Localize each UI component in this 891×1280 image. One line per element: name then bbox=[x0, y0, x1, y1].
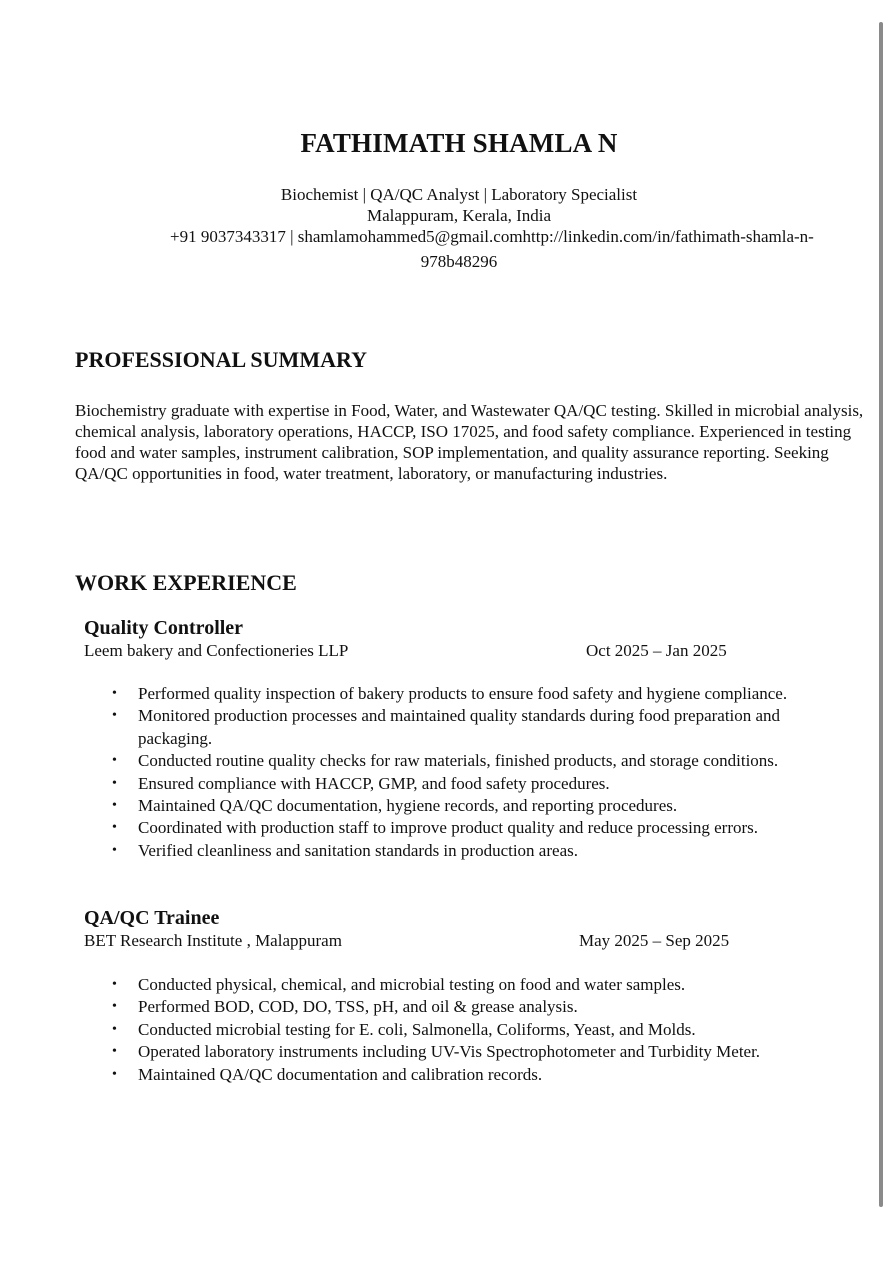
list-item bbox=[110, 750, 850, 772]
list-item bbox=[110, 974, 850, 996]
bullet-icon: • bbox=[112, 1021, 117, 1037]
bullet-icon: • bbox=[112, 686, 117, 701]
list-item bbox=[110, 1041, 850, 1063]
duty-text: Operated laboratory instruments including UV-Vis Spectrophotometer and Turbidity Meter. bbox=[138, 1042, 761, 1062]
summary-text: Biochemistry graduate with expertise in Food, Water, and Wastewater QA/QC testing. Skilled in microbial analysis, chemical analysis, laboratory operations, HACCP, ISO 17025, and food safety compliance. Experienced in testing food and water samples, instrument calibration, SOP implementation, and quality assurance reporting. Seeking QA/QC opportunities in food, water treatment, laboratory, or manufacturing industries. bbox=[75, 401, 864, 483]
list-item bbox=[110, 817, 850, 839]
bullet-icon: • bbox=[112, 1044, 117, 1060]
list-item bbox=[110, 1064, 850, 1086]
job-company: BET Research Institute , Malappuram bbox=[84, 931, 342, 950]
contact-line-continued[interactable]: 978b48296 bbox=[420, 252, 498, 271]
bullet-icon: • bbox=[112, 1066, 117, 1082]
job-title: QA/QC Trainee bbox=[84, 907, 220, 929]
bullet-icon: • bbox=[112, 999, 117, 1015]
duty-text: Maintained QA/QC documentation, hygiene records, and reporting procedures. bbox=[138, 796, 678, 816]
duty-text: Verified cleanliness and sanitation standards in production areas. bbox=[138, 840, 578, 860]
candidate-name: FATHIMATH SHAMLA N bbox=[300, 128, 618, 158]
duty-text: Conducted routine quality checks for raw materials, finished products, and storage conditions. bbox=[138, 751, 779, 771]
duty-text: Performed quality inspection of bakery products to ensure food safety and hygiene compliance. bbox=[138, 684, 788, 703]
list-item bbox=[110, 705, 850, 750]
list-item bbox=[110, 996, 850, 1018]
job-duties-list bbox=[110, 974, 850, 1086]
contact-line[interactable]: +91 9037343317 | shamlamohammed5@gmail.comhttp://linkedin.com/in/fathimath-shamla-n- bbox=[170, 227, 814, 246]
duty-text: Performed BOD, COD, DO, TSS, pH, and oil & grease analysis. bbox=[138, 997, 578, 1017]
location-line: Malappuram, Kerala, India bbox=[366, 206, 552, 225]
bullet-icon: • bbox=[112, 753, 117, 769]
list-item bbox=[110, 773, 850, 795]
bullet-icon: • bbox=[112, 977, 117, 992]
job-dates: Oct 2025 – Jan 2025 bbox=[586, 641, 727, 660]
bullet-icon: • bbox=[112, 820, 117, 836]
list-item bbox=[110, 683, 850, 705]
duty-text: Ensured compliance with HACCP, GMP, and food safety procedures. bbox=[138, 773, 610, 793]
duty-text: Conducted microbial testing for E. coli, Salmonella, Coliforms, Yeast, and Molds. bbox=[138, 1019, 696, 1039]
summary-heading: PROFESSIONAL SUMMARY bbox=[75, 347, 367, 372]
job-title: Quality Controller bbox=[84, 617, 244, 639]
roles-line: Biochemist | QA/QC Analyst | Laboratory Specialist bbox=[280, 185, 638, 204]
duty-text: Coordinated with production staff to improve product quality and reduce processing errors. bbox=[138, 818, 759, 838]
bullet-icon: • bbox=[112, 798, 117, 814]
job-company: Leem bakery and Confectioneries LLP bbox=[84, 641, 349, 660]
bullet-icon: • bbox=[112, 842, 117, 858]
job-dates: May 2025 – Sep 2025 bbox=[579, 931, 730, 950]
bullet-icon: • bbox=[112, 708, 117, 724]
duty-text: Monitored production processes and maintained quality standards during food preparation and packaging. bbox=[138, 706, 781, 748]
bullet-icon: • bbox=[112, 775, 117, 791]
duty-text: Conducted physical, chemical, and microbial testing on food and water samples. bbox=[138, 975, 686, 994]
list-item bbox=[110, 1019, 850, 1041]
list-item bbox=[110, 795, 850, 817]
list-item bbox=[110, 840, 850, 862]
experience-heading: WORK EXPERIENCE bbox=[75, 570, 297, 595]
duty-text: Maintained QA/QC documentation and calibration records. bbox=[138, 1064, 543, 1084]
job-duties-list bbox=[110, 683, 850, 862]
